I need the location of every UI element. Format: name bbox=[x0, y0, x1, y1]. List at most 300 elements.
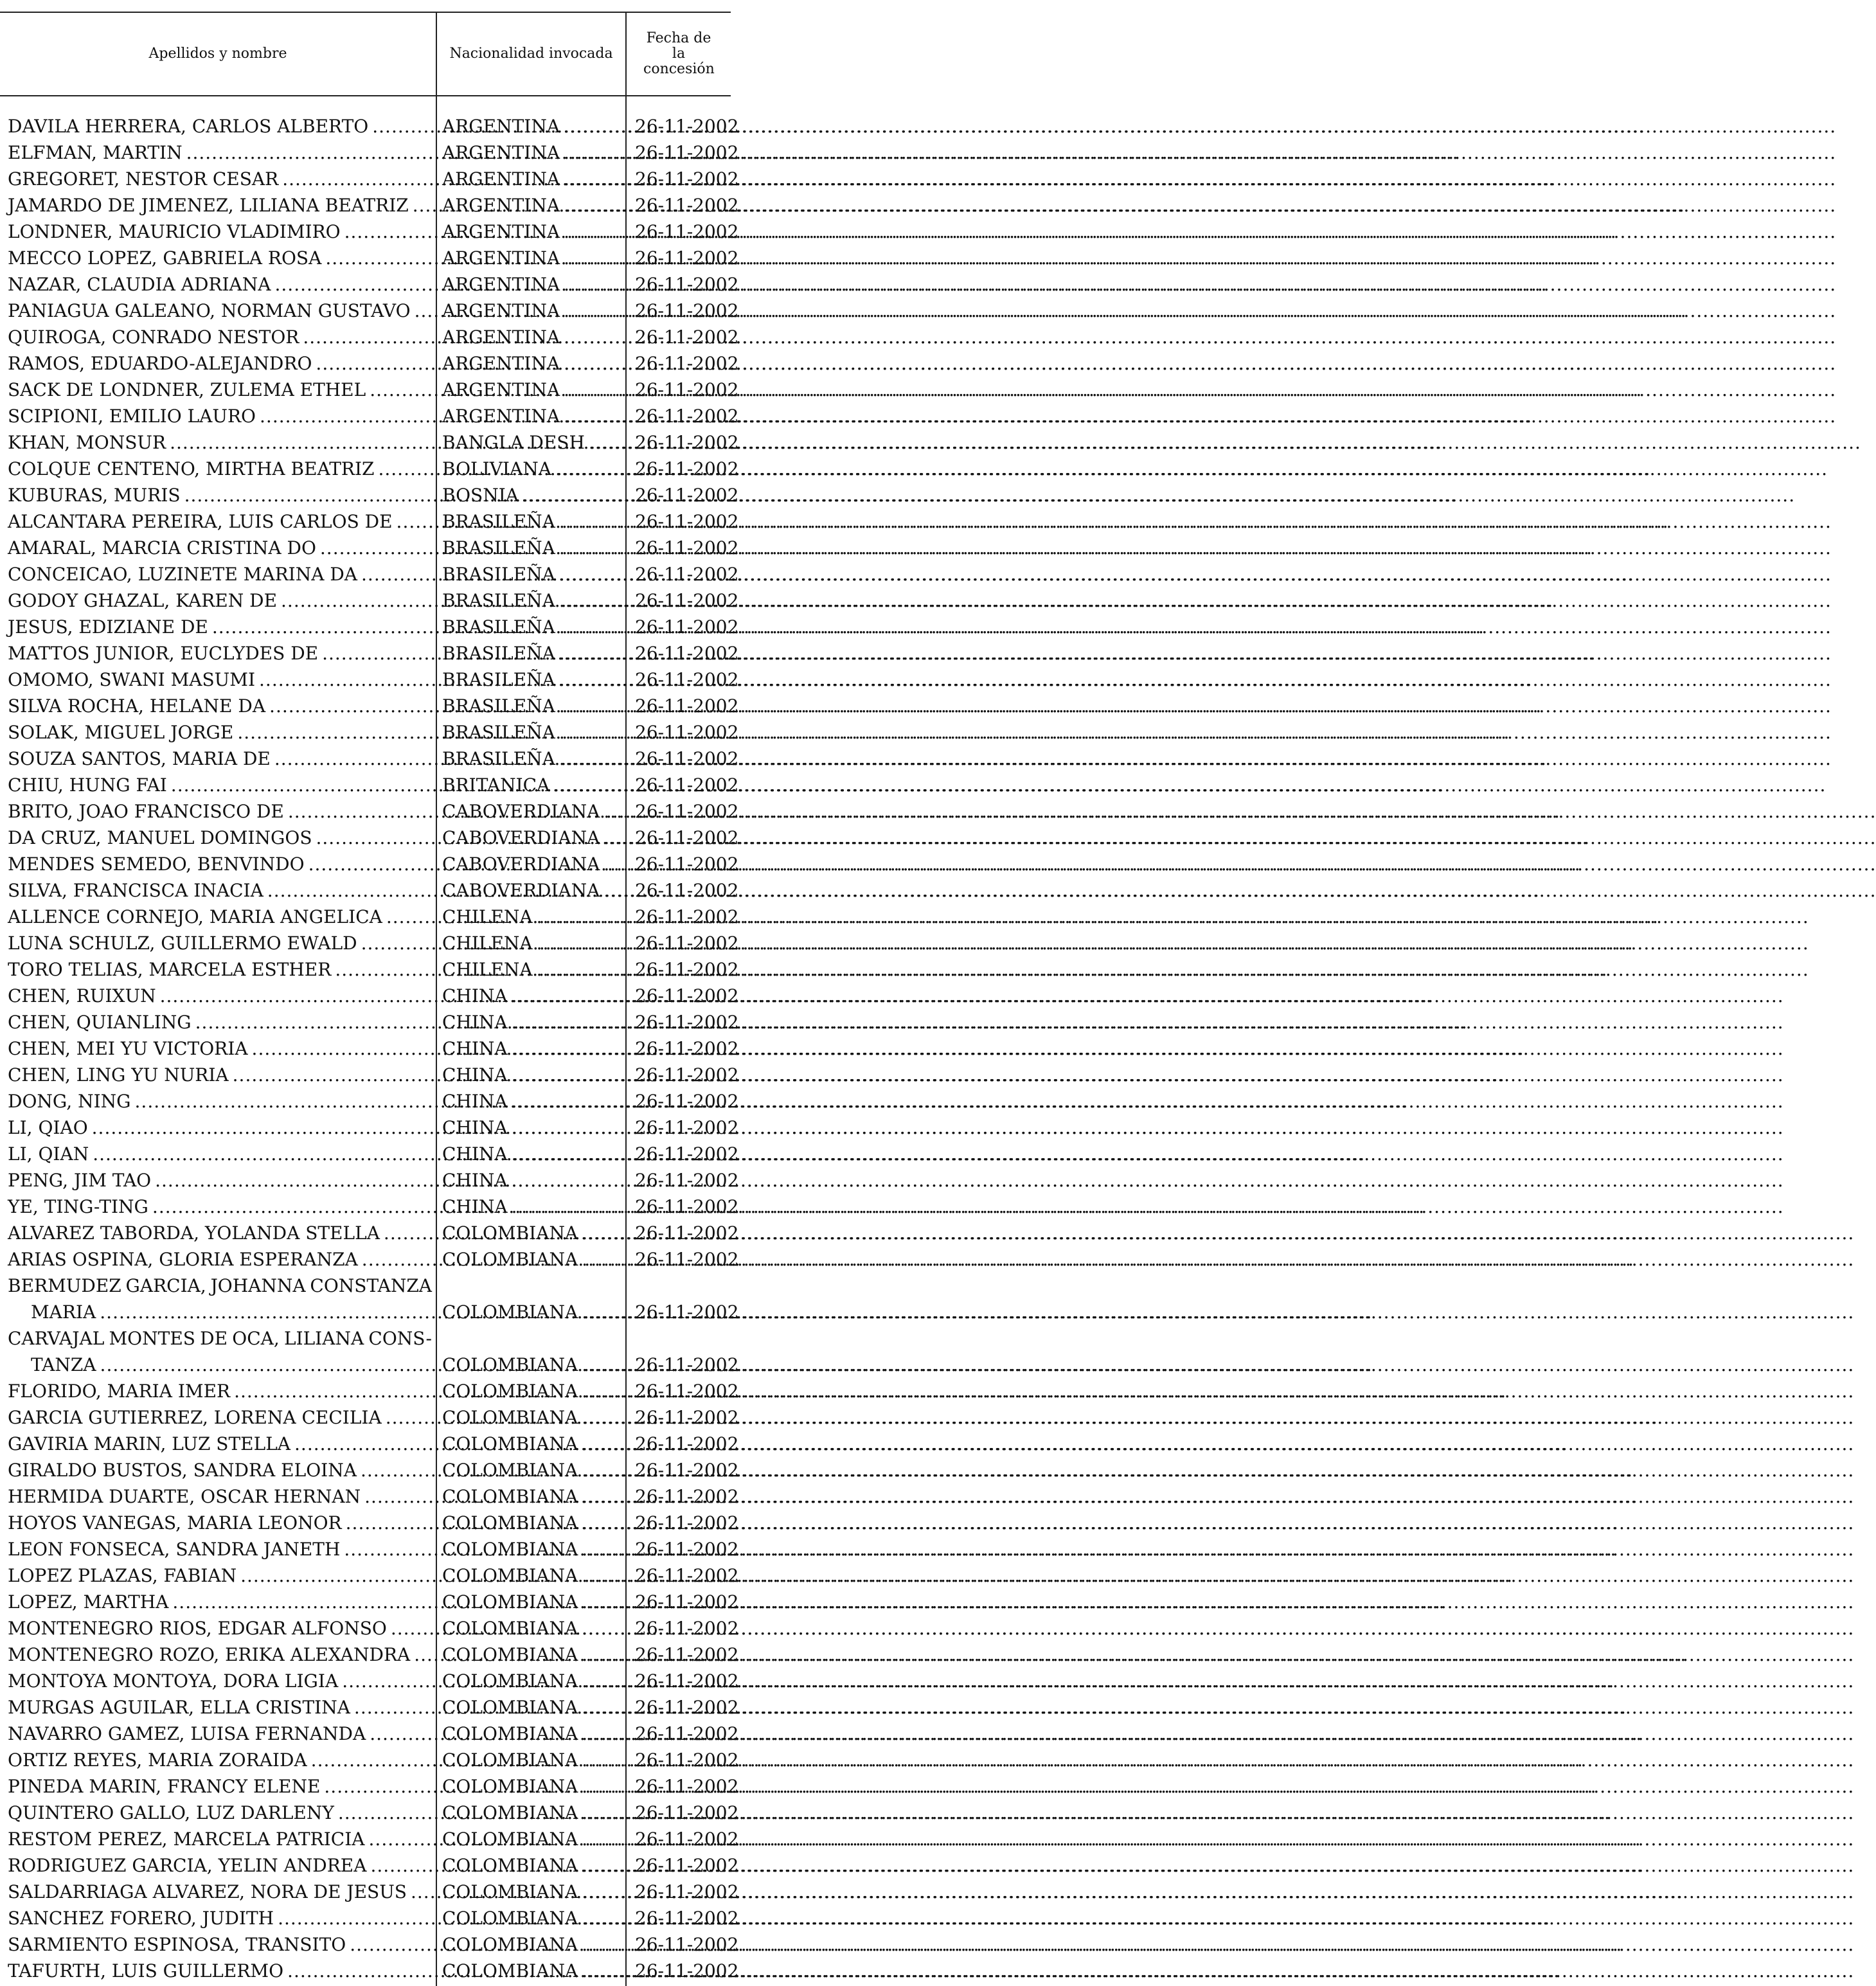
table-row bbox=[0, 930, 739, 956]
nationality-cell bbox=[442, 1931, 622, 1958]
table-row bbox=[0, 219, 739, 245]
table-row bbox=[0, 1589, 739, 1615]
nationality-text: ARGENTINA bbox=[442, 116, 560, 137]
date-cell: 26-11-2002 bbox=[635, 959, 739, 980]
table-row bbox=[0, 1404, 739, 1431]
nationality-text: BRASILEÑA bbox=[442, 537, 555, 559]
nationality-text: BRITANICA bbox=[442, 774, 550, 796]
date-cell: 26-11-2002 bbox=[635, 1565, 739, 1586]
date-cell: 26-11-2002 bbox=[635, 1644, 739, 1665]
date-cell: 26-11-2002 bbox=[635, 748, 739, 769]
name-text: LI, QIAO bbox=[8, 1117, 88, 1138]
nationality-cell bbox=[442, 1721, 622, 1747]
date-cell: 26-11-2002 bbox=[635, 116, 739, 137]
name-text: BRITO, JOAO FRANCISCO DE bbox=[8, 801, 284, 822]
date-cell: 26-11-2002 bbox=[635, 221, 739, 242]
nationality-cell bbox=[442, 1194, 622, 1220]
nationality-text: COLOMBIANA bbox=[442, 1802, 578, 1823]
nationality-cell bbox=[442, 1220, 622, 1246]
name-text: SOLAK, MIGUEL JORGE bbox=[8, 722, 234, 743]
date-cell: 26-11-2002 bbox=[635, 1670, 739, 1692]
name-cell bbox=[8, 1220, 432, 1246]
nationality-text: CABOVERDIANA bbox=[442, 827, 600, 848]
nationality-text: COLOMBIANA bbox=[442, 1354, 578, 1375]
nationality-cell bbox=[442, 614, 622, 640]
date-cell: 26-11-2002 bbox=[635, 195, 739, 216]
nationality-text: ARGENTINA bbox=[442, 379, 560, 400]
table-row bbox=[0, 1220, 739, 1246]
nationality-cell bbox=[442, 1141, 622, 1167]
nationality-cell bbox=[442, 1642, 622, 1668]
table-row bbox=[0, 324, 739, 350]
name-cell bbox=[8, 1510, 432, 1536]
nationality-cell bbox=[442, 298, 622, 324]
name-text: MONTENEGRO ROZO, ERIKA ALEXANDRA bbox=[8, 1644, 411, 1665]
table-row bbox=[0, 1905, 739, 1931]
date-cell: 26-11-2002 bbox=[635, 379, 739, 400]
date-cell: 26-11-2002 bbox=[635, 1038, 739, 1059]
nationality-cell bbox=[442, 1431, 622, 1457]
table-row bbox=[0, 825, 739, 851]
date-cell: 26-11-2002 bbox=[635, 774, 739, 796]
date-cell: 26-11-2002 bbox=[635, 1433, 739, 1454]
name-cell bbox=[8, 1088, 432, 1114]
date-cell: 26-11-2002 bbox=[635, 537, 739, 559]
table-row bbox=[0, 298, 739, 324]
name-cell bbox=[8, 324, 432, 350]
date-cell: 26-11-2002 bbox=[635, 1143, 739, 1165]
name-cell bbox=[8, 245, 432, 271]
nationality-cell bbox=[442, 482, 622, 508]
date-cell: 26-11-2002 bbox=[635, 1407, 739, 1428]
nationality-cell bbox=[442, 877, 622, 904]
name-text: SILVA ROCHA, HELANE DA bbox=[8, 695, 266, 717]
name-text: JESUS, EDIZIANE DE bbox=[8, 616, 208, 638]
nationality-cell bbox=[442, 1694, 622, 1721]
header-name bbox=[0, 13, 436, 95]
date-cell: 26-11-2002 bbox=[635, 432, 739, 453]
name-cell bbox=[8, 983, 432, 1009]
nationality-cell bbox=[442, 377, 622, 403]
name-text: RAMOS, EDUARDO-ALEJANDRO bbox=[8, 353, 312, 374]
table-row bbox=[0, 508, 739, 535]
nationality-cell bbox=[442, 983, 622, 1009]
name-cell bbox=[8, 1457, 432, 1483]
name-text: AMARAL, MARCIA CRISTINA DO bbox=[8, 537, 316, 559]
name-text: SANCHEZ FORERO, JUDITH bbox=[8, 1908, 274, 1929]
nationality-text: BRASILEÑA bbox=[442, 511, 555, 532]
name-text: SACK DE LONDNER, ZULEMA ETHEL bbox=[8, 379, 366, 400]
nationality-cell bbox=[442, 271, 622, 298]
name-cell bbox=[8, 139, 432, 166]
date-cell: 26-11-2002 bbox=[635, 933, 739, 954]
name-cell bbox=[8, 1800, 432, 1826]
name-cell bbox=[8, 1958, 432, 1984]
name-cell bbox=[8, 719, 432, 746]
name-text: QUIROGA, CONRADO NESTOR bbox=[8, 327, 299, 348]
nationality-text: COLOMBIANA bbox=[442, 1776, 578, 1797]
header-bottom-rule bbox=[0, 95, 731, 96]
name-cell bbox=[8, 561, 432, 587]
nationality-text: COLOMBIANA bbox=[442, 1644, 578, 1665]
nationality-text: COLOMBIANA bbox=[442, 1881, 578, 1902]
nationality-text: BRASILEÑA bbox=[442, 616, 555, 638]
name-text: MATTOS JUNIOR, EUCLYDES DE bbox=[8, 643, 319, 664]
nationality-cell bbox=[442, 403, 622, 429]
nationality-text: COLOMBIANA bbox=[442, 1486, 578, 1507]
name-cell bbox=[8, 1431, 432, 1457]
header-name-label: Apellidos y nombre bbox=[148, 46, 287, 62]
nationality-text: CHINA bbox=[442, 1117, 508, 1138]
date-cell: 26-11-2002 bbox=[635, 1591, 739, 1613]
nationality-text: COLOMBIANA bbox=[442, 1697, 578, 1718]
nationality-text: BRASILEÑA bbox=[442, 643, 555, 664]
nationality-cell bbox=[442, 1483, 622, 1510]
table-row bbox=[0, 1668, 739, 1694]
name-cell bbox=[8, 930, 432, 956]
nationality-text: COLOMBIANA bbox=[442, 1302, 578, 1323]
table-body bbox=[0, 113, 739, 1984]
name-text: HERMIDA DUARTE, OSCAR HERNAN bbox=[8, 1486, 361, 1507]
table-row bbox=[0, 1062, 739, 1088]
table-row bbox=[0, 1009, 739, 1035]
nationality-cell bbox=[442, 1958, 622, 1984]
name-cell bbox=[8, 1483, 432, 1510]
table-row bbox=[0, 1483, 739, 1510]
nationality-cell bbox=[442, 219, 622, 245]
name-cell bbox=[8, 1773, 432, 1800]
table-row bbox=[0, 1536, 739, 1562]
name-cell bbox=[8, 456, 432, 482]
nationality-cell bbox=[442, 535, 622, 561]
name-text: LOPEZ PLAZAS, FABIAN bbox=[8, 1565, 237, 1586]
date-cell: 26-11-2002 bbox=[635, 722, 739, 743]
name-text: LEON FONSECA, SANDRA JANETH bbox=[8, 1539, 341, 1560]
nationality-text: ARGENTINA bbox=[442, 300, 560, 321]
date-cell: 26-11-2002 bbox=[635, 1723, 739, 1744]
nationality-text: CHILENA bbox=[442, 906, 533, 927]
name-text: GODOY GHAZAL, KAREN DE bbox=[8, 590, 278, 611]
date-cell: 26-11-2002 bbox=[635, 590, 739, 611]
nationality-cell bbox=[442, 1773, 622, 1800]
name-text: ALCANTARA PEREIRA, LUIS CARLOS DE bbox=[8, 511, 393, 532]
date-cell: 26-11-2002 bbox=[635, 353, 739, 374]
nationality-text: COLOMBIANA bbox=[442, 1960, 578, 1982]
name-text: CHEN, MEI YU VICTORIA bbox=[8, 1038, 248, 1059]
nationality-text: CHINA bbox=[442, 985, 508, 1006]
name-text: ELFMAN, MARTIN bbox=[8, 142, 183, 163]
name-cell bbox=[8, 429, 432, 456]
name-cell bbox=[8, 1905, 432, 1931]
date-cell: 26-11-2002 bbox=[635, 1064, 739, 1086]
name-cell bbox=[8, 798, 432, 825]
name-text: RODRIGUEZ GARCIA, YELIN ANDREA bbox=[8, 1855, 367, 1876]
date-cell: 26-11-2002 bbox=[635, 669, 739, 690]
date-cell: 26-11-2002 bbox=[635, 1486, 739, 1507]
name-text: GIRALDO BUSTOS, SANDRA ELOINA bbox=[8, 1460, 357, 1481]
date-cell: 26-11-2002 bbox=[635, 511, 739, 532]
nationality-cell bbox=[442, 508, 622, 535]
nationality-text: COLOMBIANA bbox=[442, 1591, 578, 1613]
name-cell bbox=[8, 1615, 432, 1642]
nationality-text: ARGENTINA bbox=[442, 195, 560, 216]
nationality-text: COLOMBIANA bbox=[442, 1855, 578, 1876]
nationality-cell bbox=[442, 1378, 622, 1404]
date-cell: 26-11-2002 bbox=[635, 1960, 739, 1982]
name-text: CHEN, QUIANLING bbox=[8, 1012, 192, 1033]
date-cell: 26-11-2002 bbox=[635, 1881, 739, 1902]
nationality-cell bbox=[442, 904, 622, 930]
date-cell: 26-11-2002 bbox=[635, 1697, 739, 1718]
table-row bbox=[0, 798, 739, 825]
table-row bbox=[0, 956, 739, 983]
date-cell: 26-11-2002 bbox=[635, 827, 739, 848]
table-row bbox=[0, 1457, 739, 1483]
name-text: ARIAS OSPINA, GLORIA ESPERANZA bbox=[8, 1249, 358, 1270]
nationality-text: COLOMBIANA bbox=[442, 1539, 578, 1560]
date-cell: 26-11-2002 bbox=[635, 564, 739, 585]
name-text: DONG, NING bbox=[8, 1091, 131, 1112]
name-text: TORO TELIAS, MARCELA ESTHER bbox=[8, 959, 332, 980]
table-row bbox=[0, 166, 739, 192]
table-row bbox=[0, 482, 739, 508]
table-row bbox=[0, 1642, 739, 1668]
nationality-text: CHINA bbox=[442, 1012, 508, 1033]
table-row bbox=[0, 1246, 739, 1273]
name-text: DAVILA HERRERA, CARLOS ALBERTO bbox=[8, 116, 369, 137]
table-row bbox=[0, 719, 739, 746]
nationality-cell bbox=[442, 798, 622, 825]
nationality-cell bbox=[442, 851, 622, 877]
name-cell bbox=[8, 192, 432, 219]
name-cell bbox=[8, 1404, 432, 1431]
nationality-text: BOLIVIANA bbox=[442, 458, 551, 479]
nationality-text: CHINA bbox=[442, 1091, 508, 1112]
name-text: QUINTERO GALLO, LUZ DARLENY bbox=[8, 1802, 334, 1823]
date-cell: 26-11-2002 bbox=[635, 1249, 739, 1270]
name-text: MENDES SEMEDO, BENVINDO bbox=[8, 854, 305, 875]
table-row bbox=[0, 1931, 739, 1958]
name-text: CHEN, RUIXUN bbox=[8, 985, 156, 1006]
name-text: MURGAS AGUILAR, ELLA CRISTINA bbox=[8, 1697, 350, 1718]
nationality-cell bbox=[442, 1536, 622, 1562]
table-row bbox=[0, 614, 739, 640]
name-cell bbox=[8, 1141, 432, 1167]
name-text: NAZAR, CLAUDIA ADRIANA bbox=[8, 274, 271, 295]
name-text: ALVAREZ TABORDA, YOLANDA STELLA bbox=[8, 1222, 380, 1244]
name-text: BERMUDEZ GARCIA, JOHANNA CONSTANZA bbox=[8, 1275, 432, 1296]
name-text: RESTOM PEREZ, MARCELA PATRICIA bbox=[8, 1829, 365, 1850]
name-text: YE, TING-TING bbox=[8, 1196, 148, 1217]
table-row bbox=[0, 377, 739, 403]
nationality-text: CHILENA bbox=[442, 959, 533, 980]
nationality-text: ARGENTINA bbox=[442, 142, 560, 163]
nationality-cell bbox=[442, 746, 622, 772]
nationality-cell bbox=[442, 956, 622, 983]
name-cell bbox=[8, 614, 432, 640]
nationality-cell bbox=[442, 561, 622, 587]
nationality-cell bbox=[442, 1352, 622, 1378]
header-date bbox=[627, 13, 731, 95]
nationality-text: CABOVERDIANA bbox=[442, 801, 600, 822]
table-row bbox=[0, 1694, 739, 1721]
date-cell: 26-11-2002 bbox=[635, 985, 739, 1006]
name-cell bbox=[8, 666, 432, 693]
nationality-text: CHINA bbox=[442, 1170, 508, 1191]
name-text: PENG, JIM TAO bbox=[8, 1170, 152, 1191]
nationality-text: BRASILEÑA bbox=[442, 722, 555, 743]
date-cell: 26-11-2002 bbox=[635, 485, 739, 506]
nationality-cell bbox=[442, 1167, 622, 1194]
date-cell: 26-11-2002 bbox=[635, 142, 739, 163]
name-text: PINEDA MARIN, FRANCY ELENE bbox=[8, 1776, 321, 1797]
nationality-text: COLOMBIANA bbox=[442, 1381, 578, 1402]
nationality-cell bbox=[442, 192, 622, 219]
name-text: LUNA SCHULZ, GUILLERMO EWALD bbox=[8, 933, 357, 954]
name-cell bbox=[8, 1009, 432, 1035]
table-row bbox=[0, 1615, 739, 1642]
name-cell bbox=[8, 1114, 432, 1141]
date-cell: 26-11-2002 bbox=[635, 1802, 739, 1823]
date-cell: 26-11-2002 bbox=[635, 1170, 739, 1191]
date-cell: 26-11-2002 bbox=[635, 801, 739, 822]
table-row bbox=[0, 1879, 739, 1905]
table-row bbox=[0, 535, 739, 561]
nationality-text: COLOMBIANA bbox=[442, 1249, 578, 1270]
nationality-cell bbox=[442, 719, 622, 746]
name-cell bbox=[8, 271, 432, 298]
table-row bbox=[0, 772, 739, 798]
nationality-cell bbox=[442, 1088, 622, 1114]
name-text: CARVAJAL MONTES DE OCA, LILIANA CONS- bbox=[8, 1328, 432, 1349]
nationality-cell bbox=[442, 1826, 622, 1852]
name-text: TAFURTH, LUIS GUILLERMO bbox=[8, 1960, 284, 1982]
name-continuation: TANZA bbox=[31, 1354, 96, 1375]
name-cell bbox=[8, 877, 432, 904]
name-text: KUBURAS, MURIS bbox=[8, 485, 181, 506]
name-cell bbox=[8, 1536, 432, 1562]
name-text: SALDARRIAGA ALVAREZ, NORA DE JESUS bbox=[8, 1881, 407, 1902]
table-row bbox=[0, 403, 739, 429]
nationality-cell bbox=[442, 825, 622, 851]
table-row bbox=[0, 350, 739, 377]
nationality-text: COLOMBIANA bbox=[442, 1433, 578, 1454]
name-cell bbox=[8, 1035, 432, 1062]
date-cell: 26-11-2002 bbox=[635, 1776, 739, 1797]
nationality-cell bbox=[442, 640, 622, 666]
nationality-text: BRASILEÑA bbox=[442, 590, 555, 611]
date-cell: 26-11-2002 bbox=[635, 406, 739, 427]
name-cell bbox=[8, 1246, 432, 1273]
table-row bbox=[0, 1194, 739, 1220]
name-cell bbox=[8, 1194, 432, 1220]
name-text: DA CRUZ, MANUEL DOMINGOS bbox=[8, 827, 312, 848]
nationality-text: COLOMBIANA bbox=[442, 1908, 578, 1929]
name-text: SOUZA SANTOS, MARIA DE bbox=[8, 748, 271, 769]
nationality-text: CABOVERDIANA bbox=[442, 880, 600, 901]
name-text: CHIU, HUNG FAI bbox=[8, 774, 167, 796]
nationality-cell bbox=[442, 113, 622, 139]
name-cell bbox=[8, 1852, 432, 1879]
date-cell: 26-11-2002 bbox=[635, 1908, 739, 1929]
date-cell: 26-11-2002 bbox=[635, 854, 739, 875]
name-cell bbox=[8, 350, 432, 377]
name-text: HOYOS VANEGAS, MARIA LEONOR bbox=[8, 1512, 342, 1534]
nationality-cell bbox=[442, 139, 622, 166]
name-cell bbox=[8, 693, 432, 719]
nationality-cell bbox=[442, 166, 622, 192]
name-cell bbox=[8, 403, 432, 429]
table-row bbox=[0, 587, 739, 614]
nationality-cell bbox=[442, 666, 622, 693]
nationality-cell bbox=[442, 456, 622, 482]
name-text: NAVARRO GAMEZ, LUISA FERNANDA bbox=[8, 1723, 366, 1744]
date-cell: 26-11-2002 bbox=[635, 1222, 739, 1244]
nationality-text: CABOVERDIANA bbox=[442, 854, 600, 875]
table-row bbox=[0, 1852, 739, 1879]
date-cell: 26-11-2002 bbox=[635, 1512, 739, 1534]
name-text: LONDNER, MAURICIO VLADIMIRO bbox=[8, 221, 341, 242]
date-cell: 26-11-2002 bbox=[635, 1829, 739, 1850]
name-text: LI, QIAN bbox=[8, 1143, 89, 1165]
nationality-text: BRASILEÑA bbox=[442, 669, 555, 690]
nationality-text: BRASILEÑA bbox=[442, 564, 555, 585]
name-cell bbox=[8, 640, 432, 666]
table-row bbox=[0, 456, 739, 482]
name-continuation: MARIA bbox=[31, 1302, 96, 1323]
nationality-text: COLOMBIANA bbox=[442, 1723, 578, 1744]
nationality-text: BRASILEÑA bbox=[442, 695, 555, 717]
date-cell: 26-11-2002 bbox=[635, 643, 739, 664]
date-cell: 26-11-2002 bbox=[635, 247, 739, 269]
table-row bbox=[0, 1035, 739, 1062]
table-row bbox=[0, 1088, 739, 1114]
table-row bbox=[0, 429, 739, 456]
name-text: SARMIENTO ESPINOSA, TRANSITO bbox=[8, 1934, 346, 1955]
name-cell bbox=[8, 166, 432, 192]
nationality-text: BRASILEÑA bbox=[442, 748, 555, 769]
name-text: PANIAGUA GALEANO, NORMAN GUSTAVO bbox=[8, 300, 411, 321]
name-text: OMOMO, SWANI MASUMI bbox=[8, 669, 256, 690]
nationality-cell bbox=[442, 1299, 622, 1325]
table-row bbox=[0, 640, 739, 666]
nationality-text: ARGENTINA bbox=[442, 168, 560, 190]
nationality-cell bbox=[442, 930, 622, 956]
nationality-cell bbox=[442, 1246, 622, 1273]
name-cell bbox=[8, 1879, 432, 1905]
name-cell bbox=[8, 298, 432, 324]
nationality-cell bbox=[442, 1615, 622, 1642]
date-cell: 26-11-2002 bbox=[635, 906, 739, 927]
nationality-cell bbox=[442, 429, 622, 456]
name-text: MONTOYA MONTOYA, DORA LIGIA bbox=[8, 1670, 339, 1692]
name-text: ALLENCE CORNEJO, MARIA ANGELICA bbox=[8, 906, 382, 927]
name-cell bbox=[8, 1721, 432, 1747]
name-text: SCIPIONI, EMILIO LAURO bbox=[8, 406, 256, 427]
name-cell bbox=[8, 482, 432, 508]
table-row bbox=[0, 666, 739, 693]
name-cell bbox=[8, 1668, 432, 1694]
header-date-label: Fecha de la concesión bbox=[643, 30, 715, 77]
name-cell bbox=[8, 1062, 432, 1088]
table-row bbox=[0, 113, 739, 139]
nationality-text: BANGLA DESH bbox=[442, 432, 585, 453]
name-cell bbox=[8, 1589, 432, 1615]
date-cell: 26-11-2002 bbox=[635, 1539, 739, 1560]
name-text: GAVIRIA MARIN, LUZ STELLA bbox=[8, 1433, 291, 1454]
name-cell bbox=[8, 1167, 432, 1194]
name-cell bbox=[8, 1378, 432, 1404]
